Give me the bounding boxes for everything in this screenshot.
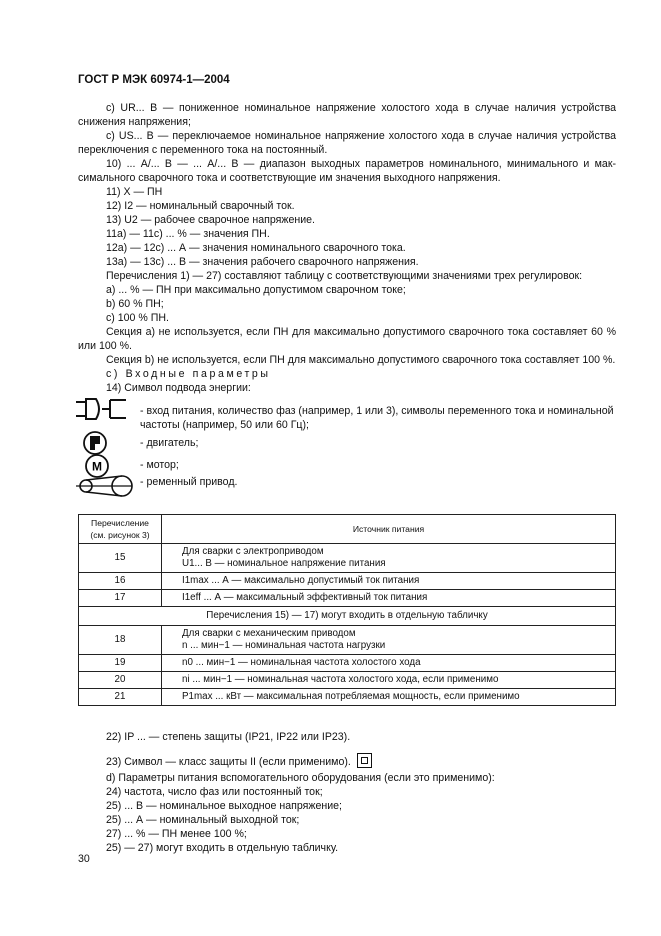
- list-item: 25) ... А — номинальный выходной ток;: [106, 814, 300, 826]
- table-row: [79, 607, 616, 626]
- table-row: [79, 590, 616, 607]
- list-item: 22) IP ... — степень защиты (IP21, IP22 или IP23).: [106, 731, 351, 743]
- row-content: [162, 573, 616, 590]
- list-item: d) Параметры питания вспомогательного оборудования (если это применимо):: [106, 772, 495, 784]
- paragraph: 11) X — ПН: [106, 186, 163, 198]
- table-row: [79, 626, 616, 655]
- row-line: I1max ... А — максимально допустимый ток питания: [182, 575, 420, 586]
- row-content: [162, 672, 616, 689]
- row-number: 19: [79, 655, 162, 672]
- paragraph: c) US... В — переключаемое номинальное напряжение холостого хода в случае наличия устройства переключения с переменного тока на постоянный.: [78, 130, 616, 156]
- symbol-description: - мотор;: [140, 459, 179, 471]
- list-item: 25) — 27) могут входить в отдельную табличку.: [106, 842, 339, 854]
- paragraph: 13) U2 — рабочее сварочное напряжение.: [106, 214, 315, 226]
- row-line: ni ... мин−1 — номинальная частота холостого хода, если применимо: [182, 674, 499, 685]
- footer-items: [78, 730, 616, 855]
- table-span-note: Перечисления 15) — 17) могут входить в отдельную табличку: [79, 607, 616, 626]
- row-line: P1max ... кВт — максимальная потребляемая мощность, если применимо: [182, 691, 520, 702]
- row-line: n0 ... мин−1 — номинальная частота холостого хода: [182, 657, 421, 668]
- list-item: 27) ... % — ПН менее 100 %;: [106, 828, 247, 840]
- list-item-text: 23) Символ — класс защиты II (если применимо).: [106, 756, 351, 768]
- paragraph: c) UR... В — пониженное номинальное напряжение холостого хода в случае наличия устройства снижения напряжения;: [78, 102, 616, 128]
- list-item: 25) ... В — номинальное выходное напряжение;: [106, 800, 342, 812]
- paragraph: а) ... % — ПН при максимально допустимом сварочном токе;: [106, 284, 406, 296]
- row-number: 21: [79, 689, 162, 706]
- page-number: 30: [78, 853, 90, 865]
- row-line: n ... мин−1 — номинальная частота нагрузки: [182, 640, 386, 651]
- paragraph: b) 60 % ПН;: [106, 298, 164, 310]
- table-header-cell: Источник питания: [162, 515, 616, 544]
- paragraph: 12a) — 12c) ... А — значения номинального сварочного тока.: [106, 242, 406, 254]
- row-line: I1eff ... А — максимальный эффективный ток питания: [182, 592, 428, 603]
- table-row: [79, 689, 616, 706]
- row-content: [162, 590, 616, 607]
- row-number: 16: [79, 573, 162, 590]
- list-item: [78, 753, 616, 769]
- symbol-description: - двигатель;: [140, 437, 199, 449]
- svg-text:M: M: [92, 459, 102, 474]
- table-row: [79, 655, 616, 672]
- body-text: [78, 101, 616, 395]
- class-ii-protection-icon: [357, 753, 372, 768]
- document-header: ГОСТ Р МЭК 60974-1—2004: [78, 74, 230, 86]
- paragraph: 10) ... А/... В — ... А/... В — диапазон выходных параметров номинального, минимального и максимального сварочного тока и соответствующие им значения выходного напряжения.: [78, 158, 616, 184]
- power-source-table: [78, 514, 616, 706]
- row-number: 15: [79, 544, 162, 573]
- paragraph: 11a) — 11c) ... % — значения ПН.: [106, 228, 270, 240]
- paragraph: Секция b) не используется, если ПН для максимально допустимого сварочного тока составляет 100 %.: [106, 354, 616, 366]
- row-number: 20: [79, 672, 162, 689]
- symbol-description: - ременный привод.: [140, 476, 238, 488]
- paragraph: Перечисления 1) — 27) составляют таблицу с соответствующими значениями трех регулировок:: [106, 270, 583, 282]
- table-row: [79, 544, 616, 573]
- row-content: [162, 544, 616, 573]
- paragraph: 14) Символ подвода энергии:: [106, 382, 251, 394]
- table-header-cell: Перечисление (см. рисунок 3): [79, 515, 162, 544]
- list-item: 24) частота, число фаз или постоянный ток;: [106, 786, 323, 798]
- row-content: [162, 689, 616, 706]
- row-number: 17: [79, 590, 162, 607]
- belt-drive-icon: [74, 474, 134, 502]
- paragraph: 13a) — 13c) ... В — значения рабочего сварочного напряжения.: [106, 256, 419, 268]
- row-number: 18: [79, 626, 162, 655]
- row-line: Для сварки с электроприводом: [182, 546, 324, 557]
- row-content: [162, 626, 616, 655]
- row-line: U1... В — номинальное напряжение питания: [182, 558, 386, 569]
- symbol-description: - вход питания, количество фаз (например, 1 или 3), символы переменного тока и номинальной частоты (например, 50 или 60 Гц);: [140, 405, 614, 431]
- row-line: Для сварки с механическим приводом: [182, 628, 356, 639]
- table-row: [79, 672, 616, 689]
- row-content: [162, 655, 616, 672]
- paragraph: 12) I2 — номинальный сварочный ток.: [106, 200, 295, 212]
- section-heading: c) Входные параметры: [106, 368, 271, 380]
- paragraph: Секция а) не используется, если ПН для максимально допустимого сварочного тока составляет 60 % или 100 %.: [78, 326, 616, 352]
- table-row: [79, 573, 616, 590]
- power-plug-icon: [74, 397, 134, 425]
- paragraph: c) 100 % ПН.: [106, 312, 169, 324]
